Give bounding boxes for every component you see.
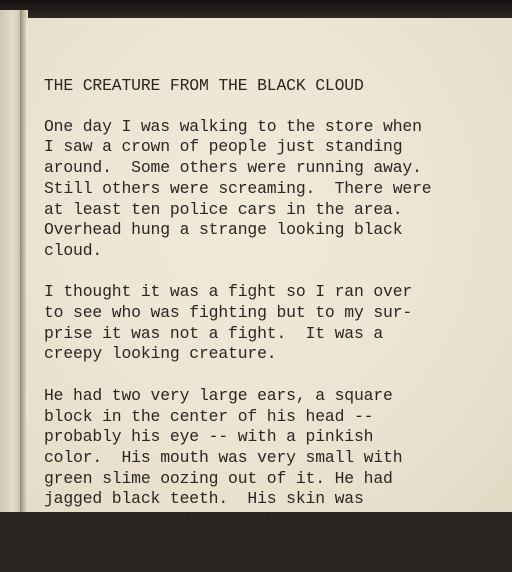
paragraph-3: [44, 386, 504, 552]
page-text: [44, 76, 504, 572]
text-line: probably his eye -- with a pinkish: [44, 427, 374, 447]
text-line: to see who was fighting but to my sur-: [44, 303, 413, 323]
text-line: color. His mouth was very small with: [44, 447, 403, 467]
text-line: I thought it was a fight so I ran over: [44, 282, 413, 302]
text-line: green, pink, black, and reddish. He: [44, 510, 393, 530]
right-page: [26, 18, 512, 550]
left-page-edge: [0, 10, 22, 512]
text-line: around. Some others were running away.: [44, 158, 422, 178]
text-line: Still others were screaming. There were: [44, 178, 432, 198]
text-line: creepy looking creature.: [44, 344, 277, 364]
paragraph-2: [44, 282, 504, 365]
text-line: Overhead hung a strange looking black: [44, 220, 403, 240]
text-line: prise it was not a fight. It was a: [44, 323, 384, 343]
text-line: jagged black teeth. His skin was: [44, 489, 364, 509]
text-line: I saw a crown of people just standing: [44, 137, 403, 157]
text-line: He had two very large ears, a square: [44, 385, 393, 405]
text-line: block in the center of his head --: [44, 406, 374, 426]
text-line: was wearing a pair of purple hotpants: [44, 530, 403, 550]
paragraph-1: [44, 117, 504, 262]
text-line: cloud.: [44, 240, 103, 260]
text-line: at least ten police cars in the area.: [44, 199, 403, 219]
page-title: THE CREATURE FROM THE BLACK CLOUD: [44, 76, 364, 95]
text-line: green slime oozing out of it. He had: [44, 468, 393, 488]
text-line: One day I was walking to the store when: [44, 116, 422, 136]
